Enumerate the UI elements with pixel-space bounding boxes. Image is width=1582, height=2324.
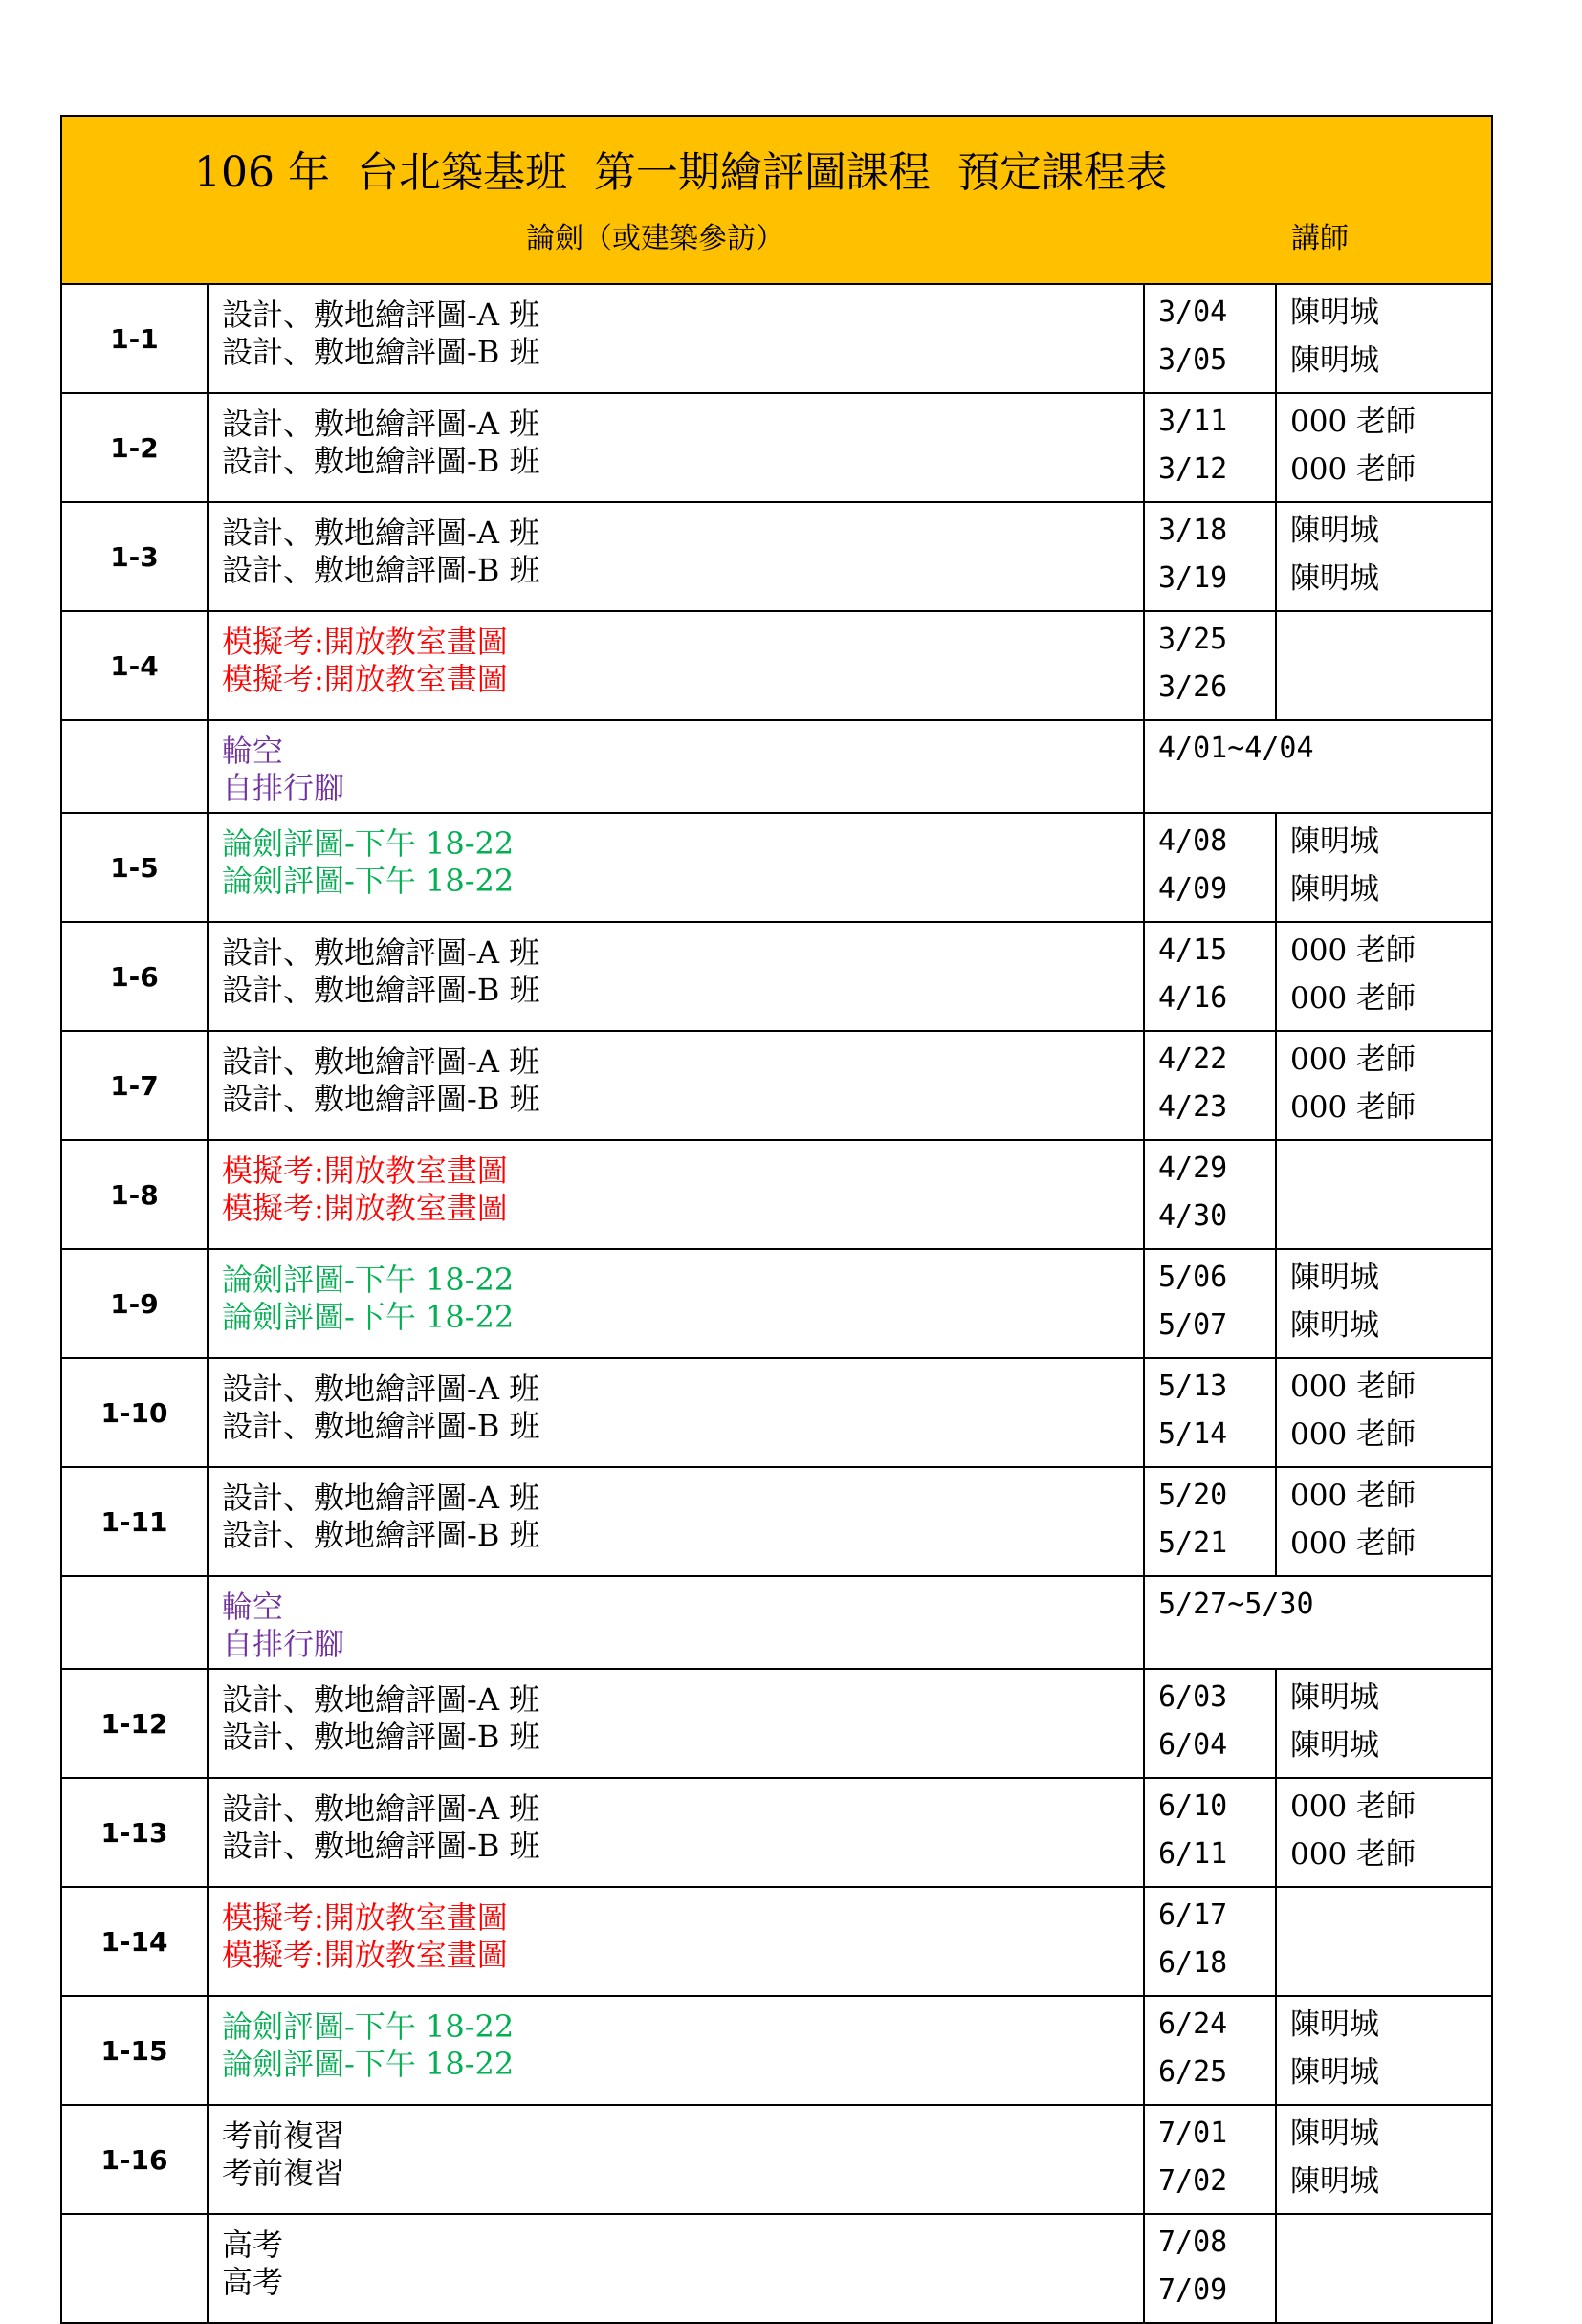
session-id: 1-3 [110,540,159,573]
course-cell [208,1467,1144,1576]
course-line: 論劍評圖-下午 18-22 [222,825,515,862]
teacher-name: 陳明城 [1290,824,1379,859]
course-cell [208,720,1144,813]
session-id: 1-9 [110,1287,159,1320]
session-id: 1-12 [100,1707,168,1740]
table-row [61,611,1492,720]
session-id-cell [61,2214,208,2323]
course-cell [208,393,1144,502]
course-line: 模擬考:開放教室畫圖 [222,1937,508,1973]
date-value: 4/30 [1158,1199,1228,1233]
date-value: 4/22 [1158,1042,1228,1076]
date-value: 7/09 [1158,2273,1228,2307]
date-value: 5/20 [1158,1479,1228,1512]
date-cell [1144,2105,1276,2214]
date-value: 4/09 [1158,872,1228,906]
date-value: 4/23 [1158,1090,1228,1124]
course-line: 設計、敷地繪評圖-B 班 [222,552,540,588]
teacher-cell [1276,922,1492,1031]
teacher-name: 000 老師 [1290,1042,1417,1077]
course-line: 設計、敷地繪評圖-A 班 [222,1790,540,1827]
teacher-name [1290,1193,1491,1240]
table-row [61,1467,1492,1576]
date-value: 4/01~4/04 [1158,732,1314,765]
teacher-name: 000 老師 [1290,452,1417,487]
date-cell [1144,1467,1276,1576]
course-line: 自排行腳 [222,770,345,806]
course-line: 論劍評圖-下午 18-22 [222,2008,515,2045]
date-value: 7/02 [1158,2164,1228,2198]
table-row [61,1669,1492,1778]
date-cell [1144,1996,1276,2105]
date-cell [1144,284,1276,393]
session-id-cell [61,813,208,922]
session-id-cell [61,1358,208,1467]
date-cell [1144,813,1276,922]
teacher-name: 000 老師 [1290,1789,1417,1824]
course-line: 設計、敷地繪評圖-A 班 [222,296,540,333]
course-line: 模擬考:開放教室畫圖 [222,1152,508,1189]
course-line: 高考 [222,2264,284,2300]
course-cell [208,1031,1144,1140]
table-row [61,393,1492,502]
course-cell [208,611,1144,720]
teacher-name: 000 老師 [1290,1417,1417,1452]
table-row [61,1778,1492,1887]
teacher-name: 陳明城 [1290,1728,1379,1763]
session-id-cell [61,1031,208,1140]
teacher-name: 陳明城 [1290,2007,1379,2042]
course-line: 設計、敷地繪評圖-A 班 [222,406,540,442]
course-line: 論劍評圖-下午 18-22 [222,1299,515,1335]
session-id: 1-8 [110,1178,159,1211]
date-value: 3/11 [1158,405,1228,438]
session-id-cell [61,1140,208,1249]
session-id: 1-2 [110,431,159,464]
teacher-cell [1276,502,1492,611]
course-line: 論劍評圖-下午 18-22 [222,1261,515,1298]
date-cell [1144,922,1276,1031]
course-line: 論劍評圖-下午 18-22 [222,2046,515,2082]
session-id-cell [61,284,208,393]
teacher-cell [1276,1887,1492,1996]
session-id: 1-16 [100,2143,168,2176]
table-row [61,720,1492,813]
course-cell [208,922,1144,1031]
date-value: 3/26 [1158,670,1228,704]
course-line: 模擬考:開放教室畫圖 [222,624,508,660]
course-line: 高考 [222,2226,284,2263]
date-value: 6/10 [1158,1789,1228,1823]
date-cell [1144,2214,1276,2323]
session-id-cell [61,1576,208,1669]
date-value: 3/18 [1158,514,1228,547]
course-line: 設計、敷地繪評圖-B 班 [222,443,540,479]
date-cell [1144,1140,1276,1249]
date-value: 4/08 [1158,824,1228,858]
teacher-cell [1276,1669,1492,1778]
teacher-cell [1276,611,1492,720]
session-id-cell [61,720,208,813]
date-value: 6/25 [1158,2055,1228,2089]
teacher-cell [1276,1031,1492,1140]
session-id: 1-4 [110,649,159,682]
teacher-cell [1276,2214,1492,2323]
teacher-name: 陳明城 [1290,2164,1379,2199]
date-value: 6/03 [1158,1680,1228,1714]
table-row [61,2214,1492,2323]
date-value: 6/24 [1158,2007,1228,2041]
teacher-name [1290,1892,1491,1940]
date-value: 6/17 [1158,1898,1228,1932]
date-value: 7/08 [1158,2225,1228,2259]
date-value: 3/19 [1158,561,1228,595]
course-cell [208,1996,1144,2105]
teacher-cell [1276,393,1492,502]
date-cell [1144,1576,1492,1669]
schedule-table [60,115,1493,2324]
course-line: 設計、敷地繪評圖-A 班 [222,515,540,551]
date-value: 6/04 [1158,1728,1228,1762]
header-row [61,116,1492,284]
date-value: 4/16 [1158,981,1228,1015]
teacher-name: 000 老師 [1290,1370,1417,1404]
session-id: 1-13 [100,1816,168,1849]
table-row [61,1249,1492,1358]
teacher-name: 陳明城 [1290,2055,1379,2090]
table-row [61,813,1492,922]
date-cell [1144,1887,1276,1996]
teacher-name [1290,1145,1491,1193]
header-subtitle: 論劍（或建築參訪） [526,222,784,255]
course-line: 設計、敷地繪評圖-A 班 [222,1370,540,1407]
teacher-name: 陳明城 [1290,2116,1379,2151]
teacher-name: 陳明城 [1290,343,1379,378]
date-cell [1144,502,1276,611]
course-line: 設計、敷地繪評圖-B 班 [222,1719,540,1755]
session-id: 1-14 [100,1925,168,1958]
course-cell [208,2105,1144,2214]
teacher-name: 陳明城 [1290,872,1379,907]
schedule-body [61,116,1492,2323]
session-id: 1-10 [100,1396,168,1429]
session-id-cell [61,1249,208,1358]
course-line: 設計、敷地繪評圖-B 班 [222,334,540,370]
course-line: 論劍評圖-下午 18-22 [222,863,515,899]
course-cell [208,813,1144,922]
teacher-name [1290,2267,1491,2314]
date-cell [1144,393,1276,502]
course-cell [208,1887,1144,1996]
date-value: 6/11 [1158,1837,1228,1871]
course-line: 考前複習 [222,2117,345,2154]
date-value: 6/18 [1158,1946,1228,1980]
course-line: 設計、敷地繪評圖-A 班 [222,934,540,971]
date-value: 5/14 [1158,1417,1228,1451]
date-value: 3/05 [1158,343,1228,377]
session-id-cell [61,1669,208,1778]
date-cell [1144,1358,1276,1467]
teacher-cell [1276,1996,1492,2105]
table-row [61,2105,1492,2214]
date-cell [1144,1669,1276,1778]
date-value: 5/21 [1158,1526,1228,1560]
session-id: 1-5 [110,851,159,884]
date-cell [1144,1249,1276,1358]
course-line: 設計、敷地繪評圖-B 班 [222,1081,540,1117]
teacher-name [1290,1940,1491,1987]
teacher-name [1290,616,1491,664]
session-id: 1-7 [110,1069,159,1102]
session-id-cell [61,1778,208,1887]
table-row [61,922,1492,1031]
date-value: 5/27~5/30 [1158,1588,1314,1621]
course-cell [208,1249,1144,1358]
session-id: 1-6 [110,960,159,993]
schedule-sheet [60,115,1491,2324]
table-row [61,502,1492,611]
teacher-name: 000 老師 [1290,405,1417,439]
teacher-name: 000 老師 [1290,1526,1417,1561]
date-value: 3/12 [1158,452,1228,486]
course-line: 設計、敷地繪評圖-B 班 [222,1408,540,1444]
session-id-cell [61,1467,208,1576]
teacher-name [1290,664,1491,712]
header-cell [61,116,1492,284]
table-row [61,1996,1492,2105]
teacher-cell [1276,1467,1492,1576]
date-value: 3/04 [1158,296,1228,329]
course-line: 設計、敷地繪評圖-B 班 [222,972,540,1008]
session-id: 1-1 [110,322,159,355]
teacher-name: 000 老師 [1290,981,1417,1016]
teacher-name: 陳明城 [1290,514,1379,548]
course-line: 設計、敷地繪評圖-A 班 [222,1480,540,1516]
date-value: 4/15 [1158,933,1228,967]
teacher-cell [1276,1249,1492,1358]
course-line: 自排行腳 [222,1626,345,1662]
teacher-name: 000 老師 [1290,1090,1417,1125]
teacher-name: 000 老師 [1290,933,1417,968]
course-line: 模擬考:開放教室畫圖 [222,1190,508,1226]
date-value: 5/13 [1158,1370,1228,1403]
teacher-cell [1276,284,1492,393]
header-teacher-label: 講師 [1291,222,1349,255]
course-line: 輪空 [222,1589,284,1625]
table-row [61,1358,1492,1467]
table-row [61,1140,1492,1249]
table-row [61,1576,1492,1669]
date-cell [1144,720,1492,813]
date-value: 5/07 [1158,1308,1228,1342]
course-line: 設計、敷地繪評圖-A 班 [222,1043,540,1080]
teacher-name: 陳明城 [1290,1261,1379,1295]
course-cell [208,1669,1144,1778]
session-id-cell [61,502,208,611]
page-title: 106 年 台北築基班 第一期繪評圖課程 預定課程表 [194,148,1168,197]
course-cell [208,2214,1144,2323]
session-id-cell [61,2105,208,2214]
session-id-cell [61,393,208,502]
course-line: 考前複習 [222,2155,345,2191]
teacher-cell [1276,813,1492,922]
course-line: 輪空 [222,733,284,769]
teacher-cell [1276,1140,1492,1249]
course-cell [208,1778,1144,1887]
teacher-name: 陳明城 [1290,561,1379,596]
course-line: 模擬考:開放教室畫圖 [222,661,508,697]
course-line: 模擬考:開放教室畫圖 [222,1899,508,1936]
date-value: 5/06 [1158,1261,1228,1294]
table-row [61,1887,1492,1996]
session-id-cell [61,922,208,1031]
course-cell [208,1358,1144,1467]
date-value: 4/29 [1158,1151,1228,1185]
teacher-cell [1276,1778,1492,1887]
date-cell [1144,1778,1276,1887]
teacher-name: 陳明城 [1290,296,1379,330]
course-cell [208,502,1144,611]
session-id-cell [61,1887,208,1996]
session-id-cell [61,1996,208,2105]
session-id: 1-11 [100,1505,168,1538]
course-cell [208,284,1144,393]
table-row [61,284,1492,393]
course-line: 設計、敷地繪評圖-B 班 [222,1517,540,1553]
teacher-cell [1276,1358,1492,1467]
course-cell [208,1576,1144,1669]
teacher-name: 陳明城 [1290,1308,1379,1343]
teacher-name: 000 老師 [1290,1837,1417,1872]
teacher-cell [1276,2105,1492,2214]
date-value: 7/01 [1158,2116,1228,2150]
teacher-name: 000 老師 [1290,1479,1417,1513]
session-id-cell [61,611,208,720]
teacher-name [1290,2219,1491,2267]
session-id: 1-15 [100,2034,168,2067]
teacher-name: 陳明城 [1290,1680,1379,1715]
date-cell [1144,1031,1276,1140]
date-cell [1144,611,1276,720]
table-row [61,1031,1492,1140]
date-value: 3/25 [1158,623,1228,656]
course-line: 設計、敷地繪評圖-A 班 [222,1681,540,1718]
course-line: 設計、敷地繪評圖-B 班 [222,1828,540,1864]
course-cell [208,1140,1144,1249]
